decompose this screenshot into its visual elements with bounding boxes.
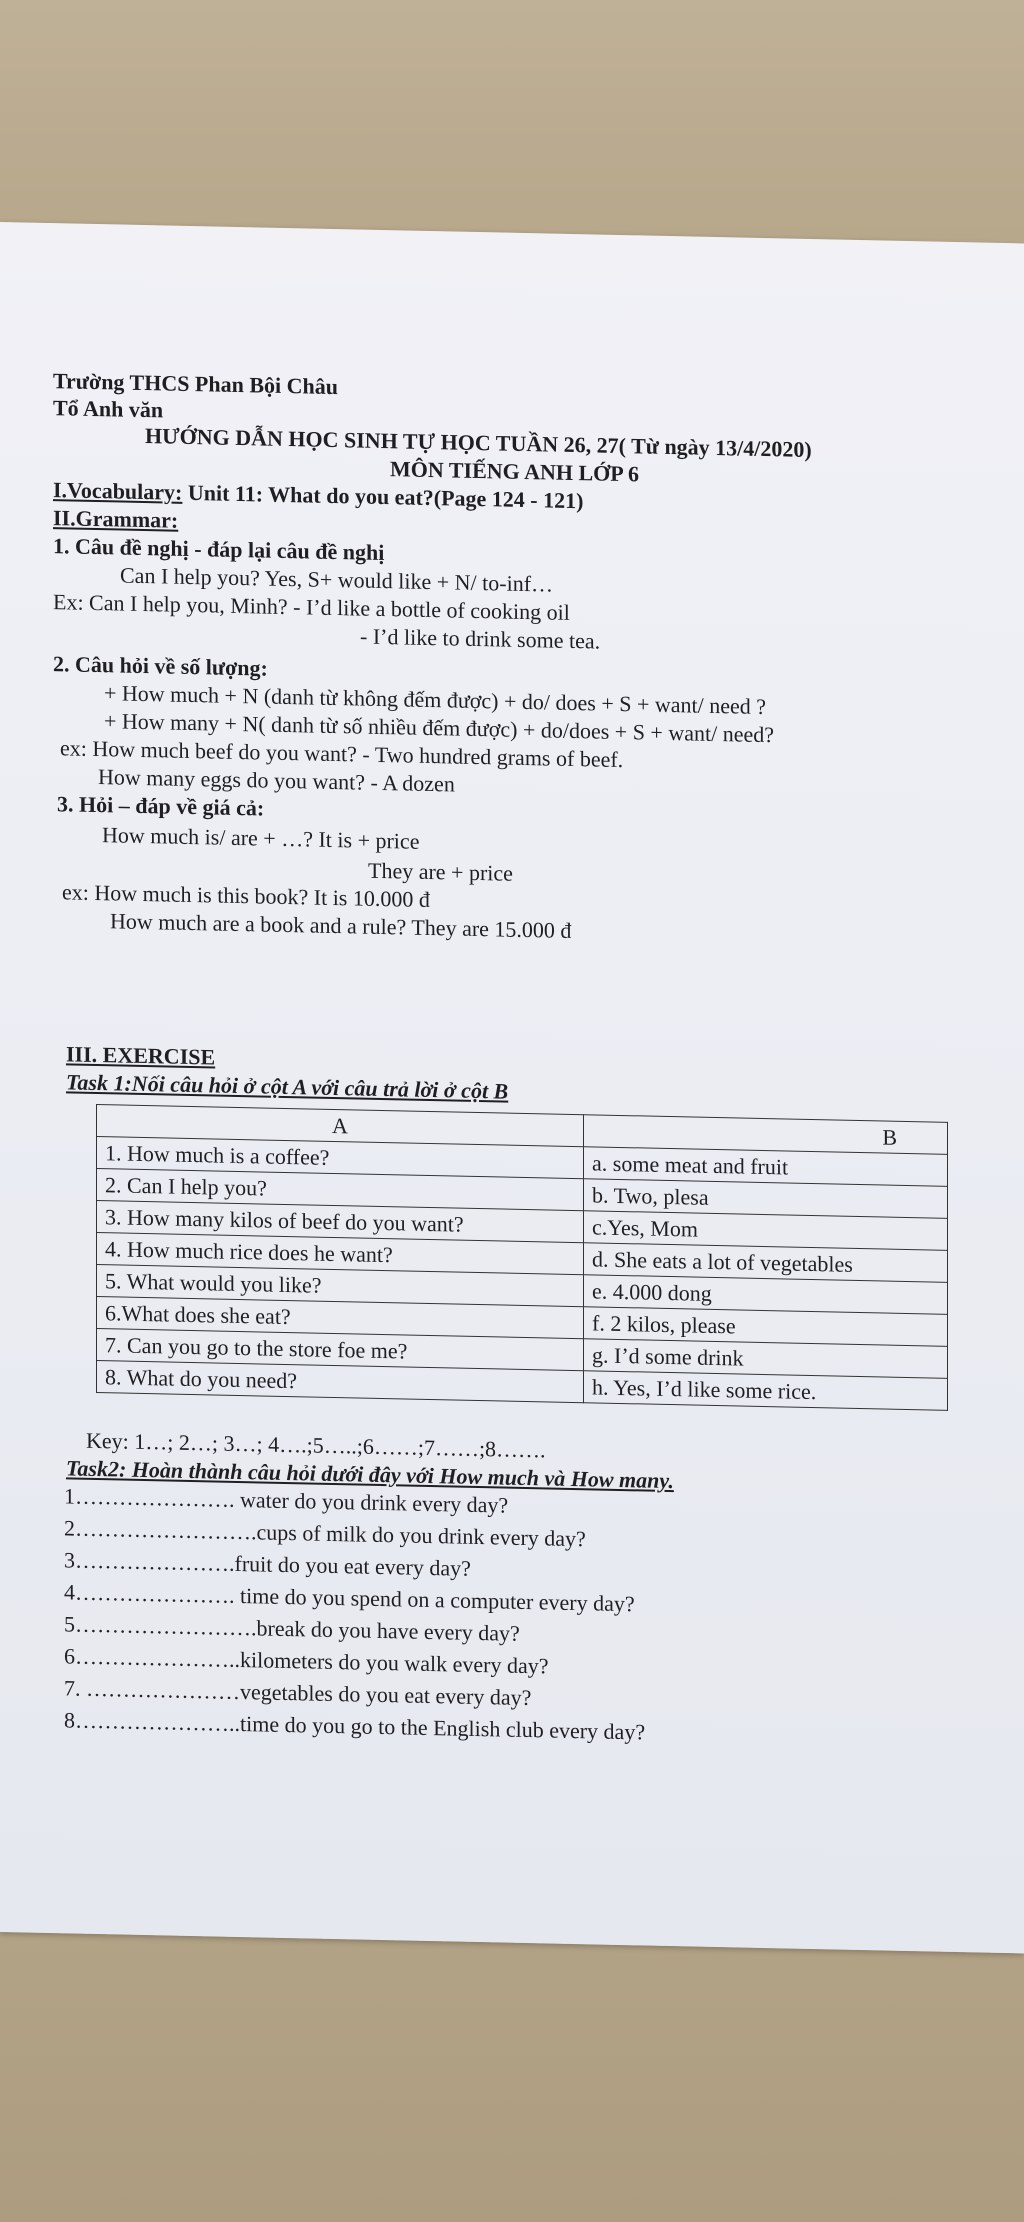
answer-cell: b. Two, plesa — [584, 1179, 948, 1219]
grammar-section-3-example: How much are a book and a rule? They are 15.000 đ — [110, 908, 572, 943]
grammar-section-2-line: + How many + N( danh từ số nhiều đếm được) + do/does + S + want/ need? — [104, 708, 775, 748]
answer-cell: c.Yes, Mom — [584, 1211, 948, 1251]
question-cell: 5. What would you like? — [97, 1265, 584, 1307]
grammar-section-3-line: They are + price — [368, 857, 513, 886]
answer-cell: d. She eats a lot of vegetables — [584, 1243, 948, 1283]
document-subtitle: MÔN TIẾNG ANH LỚP 6 — [390, 456, 639, 487]
question-cell: 3. How many kilos of beef do you want? — [97, 1201, 584, 1243]
document-title: HƯỚNG DẪN HỌC SINH TỰ HỌC TUẦN 26, 27( Từ ngày 13/4/2020) — [145, 423, 812, 463]
grammar-section-2-example: ex: How much beef do you want? - Two hundred grams of beef. — [60, 735, 624, 773]
answer-cell: a. some meat and fruit — [584, 1147, 948, 1187]
column-b-header: B — [584, 1115, 948, 1155]
question-cell: 4. How much rice does he want? — [97, 1233, 584, 1275]
answer-cell: g. I’d some drink — [584, 1339, 948, 1379]
task2-heading: Task2: Hoàn thành câu hỏi dưới đây với How much và How many. — [66, 1455, 674, 1494]
answer-cell: e. 4.000 dong — [584, 1275, 948, 1315]
task1-heading: Task 1:Nối câu hỏi ở cột A với câu trả lời ở cột B — [66, 1069, 509, 1104]
grammar-section-1-line: Can I help you? Yes, S+ would like + N/ to-inf… — [120, 562, 554, 597]
paper-sheet — [0, 222, 1024, 1953]
task2-item: 7. …………………vegetables do you eat every day? — [64, 1675, 532, 1711]
worksheet — [0, 222, 1024, 1943]
exercise-label: III. EXERCISE — [66, 1041, 216, 1070]
question-cell: 8. What do you need? — [97, 1361, 584, 1403]
matching-table — [96, 1104, 948, 1411]
task2-item: 5…………………….break do you have every day? — [64, 1611, 520, 1646]
answer-cell: f. 2 kilos, please — [584, 1307, 948, 1347]
grammar-section-2-heading: 2. Câu hỏi về số lượng: — [53, 651, 268, 681]
answer-key-line: Key: 1…; 2…; 3…; 4….;5…..;6……;7……;8……. — [86, 1427, 546, 1463]
grammar-section-1-example: Ex: Can I help you, Minh? - I’d like a bottle of cooking oil — [53, 589, 570, 625]
grammar-section-3-example: ex: How much is this book? It is 10.000 đ — [62, 879, 430, 913]
question-cell: 6.What does she eat? — [97, 1297, 584, 1339]
grammar-section-3-heading: 3. Hỏi – đáp về giá cả: — [57, 791, 265, 821]
task2-item: 3………………….fruit do you eat every day? — [64, 1547, 471, 1581]
task2-item: 8…………………..time do you go to the English club every day? — [64, 1707, 646, 1745]
question-cell: 2. Can I help you? — [97, 1169, 584, 1211]
task2-item: 2…………………….cups of milk do you drink every day? — [64, 1515, 586, 1552]
question-cell: 7. Can you go to the store foe me? — [97, 1329, 584, 1371]
task2-item: 6…………………..kilometers do you walk every day? — [64, 1643, 549, 1679]
school-name: Trường THCS Phan Bội Châu — [53, 368, 338, 400]
grammar-section-1-example: - I’d like to drink some tea. — [360, 623, 601, 654]
question-cell: 1. How much is a coffee? — [97, 1137, 584, 1179]
vocabulary-text: Unit 11: What do you eat?(Page 124 - 121) — [182, 479, 584, 514]
answer-cell: h. Yes, I’d like some rice. — [584, 1371, 948, 1411]
grammar-label: II.Grammar: — [53, 505, 179, 533]
department-name: Tổ Anh văn — [53, 395, 164, 423]
task2-item: 4…………………. time do you spend on a computer every day? — [64, 1579, 635, 1617]
floor-background-top — [0, 0, 1024, 240]
floor-background-bottom — [0, 1920, 1024, 2222]
grammar-section-2-example: How many eggs do you want? - A dozen — [98, 764, 455, 797]
grammar-section-1-heading: 1. Câu đề nghị - đáp lại câu đề nghị — [53, 533, 385, 566]
column-a-header: A — [97, 1105, 584, 1147]
task2-item: 1…………………. water do you drink every day? — [64, 1483, 509, 1518]
vocabulary-label: I.Vocabulary: — [53, 477, 183, 505]
grammar-section-2-line: + How much + N (danh từ không đếm được) + do/ does + S + want/ need ? — [104, 680, 767, 720]
grammar-section-3-line: How much is/ are + …? It is + price — [102, 822, 420, 854]
